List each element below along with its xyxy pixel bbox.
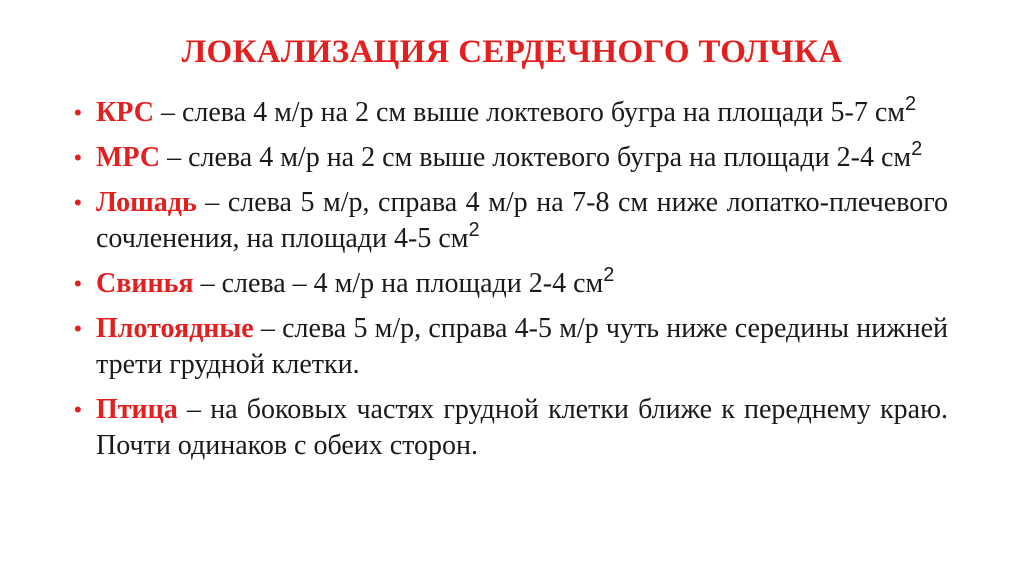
item-text: – слева – 4 м/р на площади 2-4 см [193, 268, 604, 299]
animal-name: Лошадь [96, 187, 197, 218]
superscript: 2 [905, 93, 917, 115]
bullet-icon: • [74, 100, 82, 125]
animal-name: МРС [96, 142, 161, 173]
superscript: 2 [468, 219, 480, 241]
animal-name: КРС [96, 97, 154, 128]
item-text: – слева 5 м/р, справа 4 м/р на 7-8 см ниже лопатко-плечевого сочленения, на площади 4-5 см [96, 187, 948, 254]
list-item-krs [72, 95, 948, 131]
bullet-icon: • [74, 316, 82, 341]
slide-title: ЛОКАЛИЗАЦИЯ СЕРДЕЧНОГО ТОЛЧКА [181, 34, 843, 70]
list-item-pig [72, 266, 948, 302]
list-item-carnivores [72, 311, 948, 383]
bullet-icon: • [74, 397, 82, 422]
bullet-icon: • [74, 271, 82, 296]
bullet-icon: • [74, 145, 82, 170]
animal-name: Птица [96, 394, 178, 425]
list-item-bird [72, 392, 948, 464]
list-item-horse [72, 185, 948, 257]
bullet-list [72, 95, 948, 473]
bullet-icon: • [74, 190, 82, 215]
superscript: 2 [911, 138, 923, 160]
item-text: – слева 5 м/р, справа 4-5 м/р чуть ниже середины нижней трети грудной клетки. [96, 313, 948, 380]
item-text: – слева 4 м/р на 2 см выше локтевого бугра на площади 5-7 см [153, 97, 905, 128]
superscript: 2 [603, 264, 615, 286]
list-item-mrs [72, 140, 948, 176]
animal-name: Свинья [96, 268, 194, 299]
item-text: – слева 4 м/р на 2 см выше локтевого бугра на площади 2-4 см [160, 142, 912, 173]
item-text: – на боковых частях грудной клетки ближе к переднему краю. Почти одинаков с обеих сторон. [96, 394, 948, 461]
animal-name: Плотоядные [96, 313, 254, 344]
